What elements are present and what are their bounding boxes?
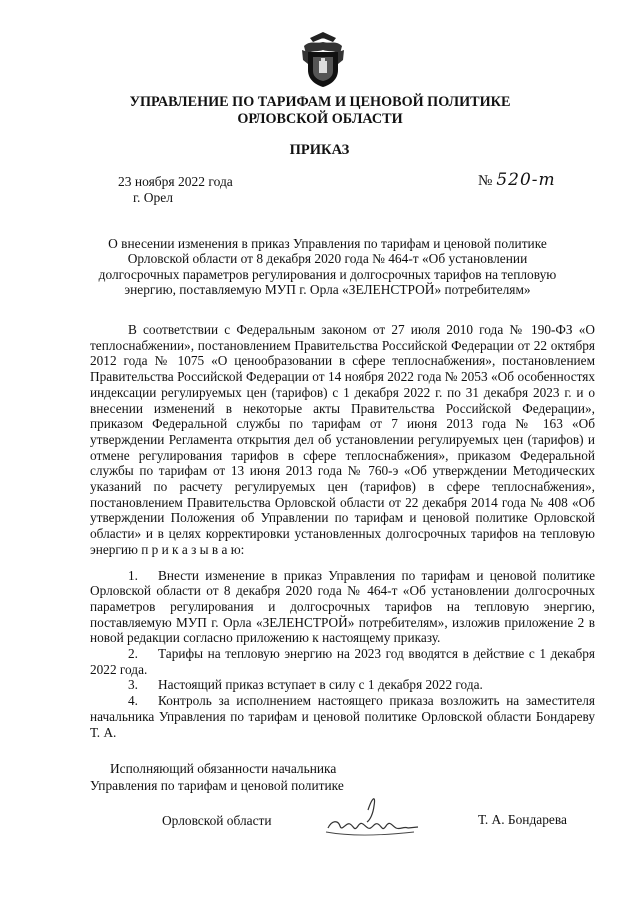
order-item-text: Контроль за исполнением настоящего приказа возложить на заместителя начальника Управления по тарифам и ценовой политике Орловской области Бондареву Т. А. — [90, 693, 595, 740]
order-date: 23 ноября 2022 года — [118, 174, 233, 189]
order-number — [478, 170, 556, 190]
order-item-number: 2. — [128, 646, 138, 662]
signatory-position-line2: Управления по тарифам и ценовой политике — [90, 778, 344, 793]
order-item-text: Настоящий приказ вступает в силу с 1 декабря 2022 года. — [158, 677, 483, 693]
document-type: ПРИКАЗ — [289, 142, 350, 158]
order-item-number: 4. — [128, 693, 138, 709]
order-number-handwritten: 520-т — [496, 170, 556, 190]
organization-title-line2: ОРЛОВСКОЙ ОБЛАСТИ — [237, 111, 403, 127]
order-item — [90, 646, 595, 677]
order-item-text: Внести изменение в приказ Управления по тарифам и ценовой политике Орловской области от 8 декабря 2020 года № 464-т «Об установлении долгосрочных параметров регулирования и долгосрочных тарифов на тепловую энергию, поставляемую МУП г. Орла «ЗЕЛЕНСТРОЙ» потребителям», изложив приложение 2 в новой редакции согласно приложению к настоящему приказу. — [90, 567, 595, 646]
signer-name: Т. А. Бондарева — [478, 812, 567, 827]
order-city: г. Орел — [133, 190, 173, 205]
coat-of-arms-icon — [300, 30, 346, 88]
order-item — [90, 568, 595, 647]
preamble-paragraph: В соответствии с Федеральным законом от 27 июля 2010 года № 190-ФЗ «О теплоснабжении», постановлением Правительства Российской Федерации от 22 октября 2012 года № 1075 «О ценообразовании в сфере теплоснабжения», постановлением Правительства Российской Федерации от 14 ноября 2022 года № 2053 «Об особенностях индексации регулируемых цен (тарифов) с 1 декабря 2022 г. по 31 декабря 2023 г. и о внесении изменений в некоторые акты Правительства Российской Федерации», приказом Федеральной службы по тарифам от 7 июня 2013 года № 163 «Об утверждении Регламента открытия дел об установлении регулируемых цен (тарифов) и отмене регулирования тарифов в сфере теплоснабжения», приказом Федеральной службы по тарифам от 13 июня 2013 года № 760-э «Об утверждении Методических указаний по расчету регулируемых цен (тарифов) в сфере теплоснабжения», постановлением Правительства Орловской области от 22 декабря 2014 года № 408 «Об утверждении Положения об Управлении по тарифам и ценовой политике Орловской области» и в целях корректировки установленных долгосрочных тарифов на тепловую энергию п р и к а з ы в а ю: — [90, 322, 595, 557]
subject-line: долгосрочных параметров регулирования и долгосрочных тарифов на тепловую — [98, 266, 557, 282]
order-item-text: Тарифы на тепловую энергию на 2023 год вводятся в действие с 1 декабря 2022 года. — [90, 646, 595, 677]
order-item — [90, 693, 595, 740]
order-item — [90, 677, 595, 693]
organization-title — [60, 94, 580, 128]
subject-line: энергию, поставляемую МУП г. Орла «ЗЕЛЕНСТРОЙ» потребителям» — [124, 281, 531, 297]
order-body — [90, 322, 595, 740]
subject-line: Орловской области от 8 декабря 2020 года № 464-т «Об установлении — [127, 251, 528, 267]
order-number-prefix: № — [478, 173, 493, 189]
subject-line: О внесении изменения в приказ Управления по тарифам и ценовой политике — [108, 236, 547, 251]
order-item-number: 1. — [128, 567, 138, 583]
order-subject — [90, 236, 565, 297]
signatory-position-line3: Орловской области — [162, 813, 272, 828]
order-item-number: 3. — [128, 677, 138, 693]
signatory-position-line1: Исполняющий обязанности начальника — [110, 761, 337, 776]
organization-title-line1: УПРАВЛЕНИЕ ПО ТАРИФАМ И ЦЕНОВОЙ ПОЛИТИКЕ — [129, 94, 511, 110]
handwritten-signature — [318, 792, 438, 842]
